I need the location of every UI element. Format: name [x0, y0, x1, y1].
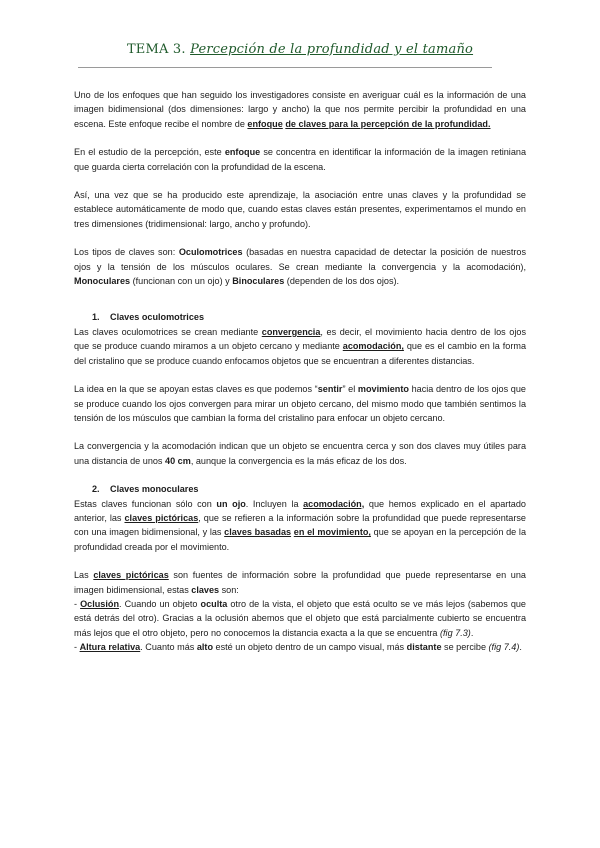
list-item-altura-relativa [74, 640, 526, 654]
term-enfoque: enfoque [247, 118, 283, 129]
text-span: La convergencia y la acomodación indican que un objeto se encuentra cerca y son dos claves muy útiles para una distancia de unos [74, 441, 526, 466]
term-distante: distante [406, 642, 442, 653]
term-acomodacion: acomodación, [303, 498, 365, 509]
paragraph-tipos [74, 245, 526, 288]
term-acomodacion: acomodación, [342, 341, 404, 352]
section-heading-text: Claves monoculares [110, 484, 199, 495]
spacer [74, 468, 526, 482]
term-monoculares: Monoculares [74, 276, 131, 287]
spacer [74, 231, 526, 245]
title-subtitle: Percepción de la profundidad y el tamaño [190, 42, 474, 57]
paragraph-aprendizaje: Así, una vez que se ha producido este aprendizaje, la asociación entre unas claves y la profundidad se establece automáticamente de modo que, cuando estas claves están presentes, experimentamos el mundo en tres dimensiones (tridimensional: largo, ancho y profundo). [74, 190, 526, 229]
paragraph-intro [74, 88, 526, 131]
text-span: , que se refieren a la información sobre la profundidad que puede representarse con una imagen bidimensional, y las [74, 512, 526, 538]
spacer [74, 368, 526, 382]
text-span: , es decir, el movimiento hacia dentro de los ojos que se produce cuando miramos a un objeto cercano y mediante [74, 326, 526, 352]
text-span: Uno de los enfoques que han seguido los investigadores consiste en averiguar cuál es la información de una imagen bidimensional (dos dimensiones: largo y ancho) la que nos permite percibir la profundidad en una escena. Este enfoque recibe el nombre de [74, 90, 526, 129]
term-oculta: oculta [200, 598, 228, 609]
term-claves-pictoricas: claves pictóricas [124, 512, 199, 523]
spacer [74, 554, 526, 568]
paragraph-pictoricas [74, 568, 526, 597]
term-convergencia: convergencia [261, 326, 321, 337]
list-bullet: - [74, 598, 81, 609]
text-span: se percibe [441, 642, 489, 653]
text-span: que se apoyan en la percepción de la profundidad creada por el movimiento. [74, 527, 527, 552]
page-title [0, 42, 600, 57]
text-span: son fuentes de información sobre la profundidad que puede representarse en una imagen bidimensional, estas [74, 570, 526, 595]
term-claves: claves [191, 584, 220, 595]
text-span: se concentra en identificar la información de la imagen retiniana que guarda cierta correlación con la profundidad de la escena. [74, 147, 527, 172]
spacer [74, 425, 526, 439]
text-span: son: [219, 584, 239, 595]
text-span: Los tipos de claves son: [74, 247, 179, 258]
list-bullet: - [74, 642, 80, 653]
text-span: (basadas en nuestra capacidad de detectar la posición de nuestros ojos y la tensión de los músculos oculares. Se crean mediante la convergencia y la acomodación), [74, 247, 526, 272]
term-claves-basadas: claves basadas [224, 527, 292, 538]
text-span: que hemos explicado en el apartado anterior, las [74, 498, 526, 523]
term-alto: alto [196, 642, 214, 653]
text-span: . Incluyen la [245, 498, 304, 509]
text-span: esté un objeto dentro de un campo visual, más [213, 642, 407, 653]
paragraph-monoculares-def [74, 497, 526, 555]
title-prefix: TEMA 3. [126, 42, 186, 57]
term-sentir: sentir [317, 384, 343, 395]
text-span: La idea en la que se apoyan estas claves es que podemos “ [74, 384, 318, 395]
term-claves-profundidad: de claves para la percepción de la profundidad. [285, 118, 491, 129]
text-span: hacia dentro de los ojos que se produce cuando los ojos convergen para mirar un objeto cercano, del mismo modo que también sentimos la tensión de los músculos que cambian la forma del cristalino para enfocar un objeto cercano. [74, 384, 526, 423]
section-number: 1. [92, 312, 100, 323]
section-heading-oculomotrices [74, 310, 526, 324]
term-un-ojo: un ojo [216, 498, 246, 509]
document-body [74, 88, 526, 655]
text-span: . [519, 642, 522, 653]
text-span: En el estudio de la percepción, este [74, 147, 225, 158]
text-span: (funcionan con un ojo) y [130, 276, 233, 287]
spacer [74, 174, 526, 188]
figure-ref: (fig 7.3) [440, 627, 471, 638]
list-item-oclusion [74, 597, 526, 640]
text-span: , aunque la convergencia es la más eficaz de los dos. [190, 455, 407, 466]
text-span: Las claves oculomotrices se crean mediante [74, 326, 262, 337]
text-span: Las [74, 570, 94, 581]
text-span: . [470, 627, 474, 638]
term-claves-pictoricas: claves pictóricas [93, 570, 169, 581]
text-span: . Cuando un objeto [119, 598, 201, 609]
text-span: otro de la vista, el objeto que está oculto se ve más lejos (sabemos que está detrás del otro). Gracias a la oclusión abemos que el objeto que está parcialmente cubierto se encuentra más lejos que el otro objeto, pero no conocemos la distancia exacta a la que se encuentra [74, 598, 526, 638]
text-span: (dependen de los dos ojos). [284, 276, 400, 287]
paragraph-sentir [74, 382, 526, 425]
paragraph-distancia [74, 439, 526, 468]
section-number: 2. [92, 484, 100, 495]
term-bold: enfoque [224, 147, 261, 158]
section-heading-monoculares [74, 482, 526, 496]
text-span: Estas claves funcionan sólo con [74, 498, 217, 509]
title-divider [78, 67, 492, 68]
section-heading-text: Claves oculomotrices [110, 312, 205, 323]
text-span: que es el cambio en la forma del cristalino que se produce cuando enfocamos objetos que se encuentran a diferentes distancias. [74, 341, 526, 366]
text-span: ” el [342, 384, 358, 395]
spacer [74, 288, 526, 310]
figure-ref: (fig 7.4) [488, 642, 520, 653]
spacer [74, 131, 526, 145]
term-binoculares: Binoculares [232, 276, 285, 287]
text-span: . Cuanto más [140, 642, 197, 653]
term-40cm: 40 cm [165, 455, 191, 466]
term-oclusion: Oclusión [80, 598, 119, 609]
term-en-el-movimiento: en el movimiento, [293, 527, 371, 538]
term-oculomotrices: Oculomotrices [178, 247, 243, 258]
term-movimiento: movimiento [357, 384, 409, 395]
paragraph-oculomotrices-def [74, 325, 526, 368]
term-altura-relativa: Altura relativa [79, 642, 141, 653]
paragraph-enfoque [74, 145, 526, 174]
